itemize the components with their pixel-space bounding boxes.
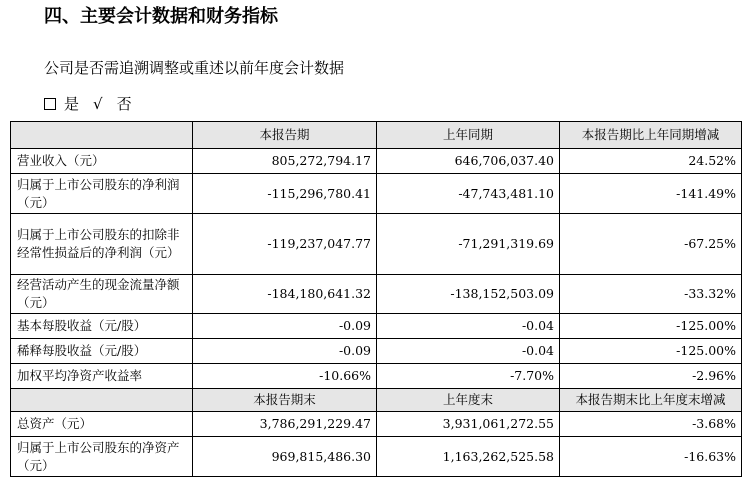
- table-row: [11, 339, 742, 364]
- row-label: 经营活动产生的现金流量净额（元）: [11, 275, 193, 314]
- prior-value: -71,291,319.69: [377, 214, 560, 275]
- table-row: [11, 174, 742, 214]
- row-label: 归属于上市公司股东的净利润（元）: [11, 174, 193, 214]
- subheader-cell-current: 本报告期末: [193, 389, 377, 412]
- current-value: 969,815,486.30: [193, 437, 377, 477]
- change-value: -33.32%: [560, 275, 742, 314]
- header-cell-change: 本报告期比上年同期增减: [560, 122, 742, 149]
- prior-value: 646,706,037.40: [377, 149, 560, 174]
- row-label: 基本每股收益（元/股）: [11, 314, 193, 339]
- prior-value: 3,931,061,272.55: [377, 412, 560, 437]
- checkbox-icon: [44, 98, 56, 110]
- row-label: 归属于上市公司股东的净资产（元）: [11, 437, 193, 477]
- current-value: -184,180,641.32: [193, 275, 377, 314]
- row-label: 加权平均净资产收益率: [11, 364, 193, 389]
- table-row: [11, 149, 742, 174]
- change-value: -16.63%: [560, 437, 742, 477]
- row-label: 营业收入（元）: [11, 149, 193, 174]
- check-mark-icon: √: [93, 95, 103, 113]
- current-value: -0.09: [193, 314, 377, 339]
- change-value: -3.68%: [560, 412, 742, 437]
- change-value: -2.96%: [560, 364, 742, 389]
- table-row: [11, 314, 742, 339]
- prior-value: -47,743,481.10: [377, 174, 560, 214]
- current-value: -115,296,780.41: [193, 174, 377, 214]
- table-row: [11, 214, 742, 275]
- subheader-cell-prior: 上年度末: [377, 389, 560, 412]
- subheader-cell-change: 本报告期末比上年度末增减: [560, 389, 742, 412]
- table-header-row: [11, 122, 742, 149]
- table-row: [11, 364, 742, 389]
- prior-value: -0.04: [377, 314, 560, 339]
- header-cell-current: 本报告期: [193, 122, 377, 149]
- current-value: -10.66%: [193, 364, 377, 389]
- header-cell-prior: 上年同期: [377, 122, 560, 149]
- prior-value: -138,152,503.09: [377, 275, 560, 314]
- financial-indicators-table: [10, 121, 742, 477]
- prior-value: 1,163,262,525.58: [377, 437, 560, 477]
- yes-label: 是: [64, 95, 80, 113]
- change-value: -125.00%: [560, 314, 742, 339]
- table-subheader-row: [11, 389, 742, 412]
- prior-value: -0.04: [377, 339, 560, 364]
- restatement-choice: [44, 94, 132, 114]
- no-label: 否: [116, 95, 132, 113]
- change-value: -67.25%: [560, 214, 742, 275]
- current-value: -0.09: [193, 339, 377, 364]
- prior-value: -7.70%: [377, 364, 560, 389]
- change-value: 24.52%: [560, 149, 742, 174]
- row-label: 总资产（元）: [11, 412, 193, 437]
- subheader-cell-label: [11, 389, 193, 412]
- table-row: [11, 275, 742, 314]
- row-label: 稀释每股收益（元/股）: [11, 339, 193, 364]
- current-value: 805,272,794.17: [193, 149, 377, 174]
- table-row: [11, 437, 742, 477]
- current-value: -119,237,047.77: [193, 214, 377, 275]
- restatement-question: 公司是否需追溯调整或重述以前年度会计数据: [44, 59, 345, 77]
- change-value: -125.00%: [560, 339, 742, 364]
- section-title: 四、主要会计数据和财务指标: [44, 6, 278, 27]
- header-cell-label: [11, 122, 193, 149]
- current-value: 3,786,291,229.47: [193, 412, 377, 437]
- table-row: [11, 412, 742, 437]
- change-value: -141.49%: [560, 174, 742, 214]
- row-label: 归属于上市公司股东的扣除非经常性损益后的净利润（元）: [11, 214, 193, 275]
